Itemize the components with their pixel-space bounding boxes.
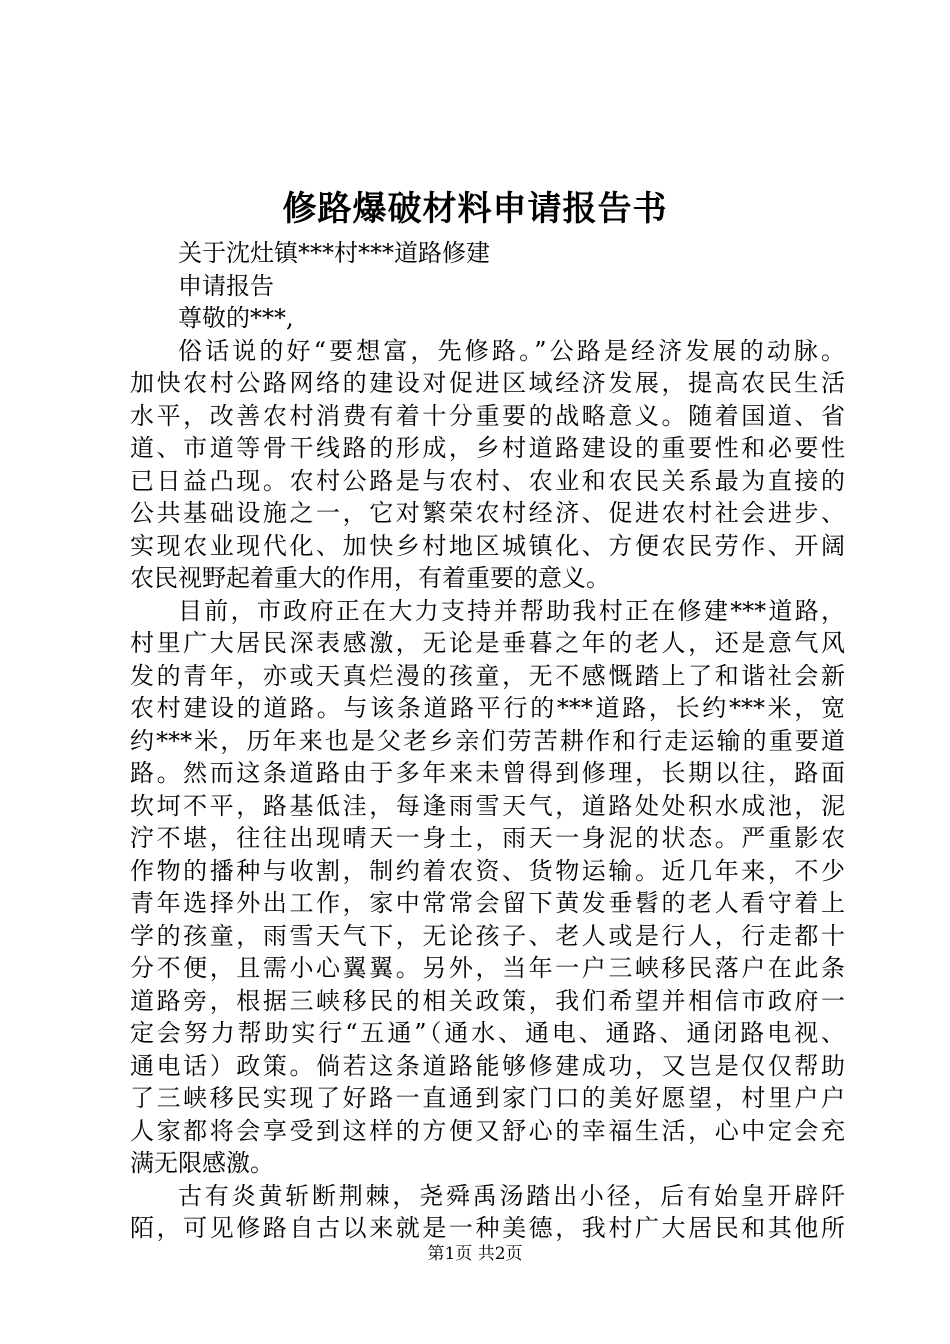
page-footer: 第1页 共2页 bbox=[427, 1244, 523, 1264]
paragraph-first-line: 俗话说的好“要想富，先修路。”公路是经济发展的动脉。 bbox=[178, 336, 845, 365]
paragraph-line: 路。然而这条道路由于多年来未曾得到修理，长期以往，路面 bbox=[130, 759, 845, 787]
paragraph-first-line: 古有炎黄斩断荆棘，尧舜禹汤踏出小径，后有始皇开辟阡 bbox=[178, 1181, 845, 1210]
paragraph-line: 已日益凸现。农村公路是与农村、农业和农民关系最为直接的 bbox=[130, 466, 845, 495]
paragraph-line: 作物的播种与收割，制约着农资、货物运输。近几年来，不少 bbox=[130, 856, 845, 885]
paragraph-line: 实现农业现代化、加快乡村地区城镇化、方便农民劳作、开阔 bbox=[130, 531, 845, 560]
paragraph-line: 学的孩童，雨雪天气下，无论孩子、老人或是行人，行走都十 bbox=[130, 921, 845, 950]
paragraph-first-line: 关于沈灶镇***村***道路修建 bbox=[178, 239, 490, 267]
paragraph-first-line: 申请报告 bbox=[178, 271, 274, 300]
paragraph-first-line: 目前，市政府正在大力支持并帮助我村正在修建***道路， bbox=[178, 596, 845, 625]
paragraph-line: 通电话）政策。倘若这条道路能够修建成功，又岂是仅仅帮助 bbox=[130, 1051, 845, 1080]
paragraph-line: 泞不堪，往往出现晴天一身土，雨天一身泥的状态。严重影农 bbox=[130, 824, 845, 852]
document-body bbox=[130, 237, 845, 1245]
paragraph-line: 公共基础设施之一，它对繁荣农村经济、促进农村社会进步、 bbox=[130, 499, 845, 527]
paragraph-line: 发的青年，亦或天真烂漫的孩童，无不感慨踏上了和谐社会新 bbox=[130, 661, 845, 690]
paragraph-line: 水平，改善农村消费有着十分重要的战略意义。随着国道、省 bbox=[130, 401, 845, 430]
paragraph-line: 青年选择外出工作，家中常常会留下黄发垂髫的老人看守着上 bbox=[130, 889, 845, 917]
paragraph-line: 满无限感激。 bbox=[130, 1149, 274, 1177]
document-title: 修路爆破材料申请报告书 bbox=[282, 189, 668, 229]
paragraph-line: 定会努力帮助实行“五通”（通水、通电、通路、通闭路电视、 bbox=[130, 1019, 845, 1047]
paragraph-line: 道路旁，根据三峡移民的相关政策，我们希望并相信市政府一 bbox=[130, 986, 845, 1015]
paragraph-line: 农民视野起着重大的作用，有着重要的意义。 bbox=[130, 564, 610, 592]
paragraph-line: 人家都将会享受到这样的方便又舒心的幸福生活，心中定会充 bbox=[130, 1116, 845, 1145]
paragraph-line: 加快农村公路网络的建设对促进区域经济发展，提高农民生活 bbox=[130, 369, 845, 397]
paragraph-line: 陌，可见修路自古以来就是一种美德，我村广大居民和其他所 bbox=[130, 1214, 845, 1242]
paragraph-line: 道、市道等骨干线路的形成，乡村道路建设的重要性和必要性 bbox=[130, 434, 845, 462]
paragraph-line: 村里广大居民深表感激，无论是垂暮之年的老人，还是意气风 bbox=[130, 629, 845, 657]
paragraph-line: 农村建设的道路。与该条道路平行的***道路，长约***米，宽 bbox=[130, 694, 845, 722]
paragraph-line: 了三峡移民实现了好路一直通到家门口的美好愿望，村里户户 bbox=[130, 1084, 845, 1112]
paragraph-line: 坎坷不平，路基低洼，每逢雨雪天气，道路处处积水成池，泥 bbox=[130, 791, 845, 820]
paragraph-line: 约***米，历年来也是父老乡亲们劳苦耕作和行走运输的重要道 bbox=[130, 726, 845, 755]
paragraph-first-line: 尊敬的***, bbox=[178, 304, 294, 332]
paragraph-line: 分不便，且需小心翼翼。另外，当年一户三峡移民落户在此条 bbox=[130, 954, 845, 982]
